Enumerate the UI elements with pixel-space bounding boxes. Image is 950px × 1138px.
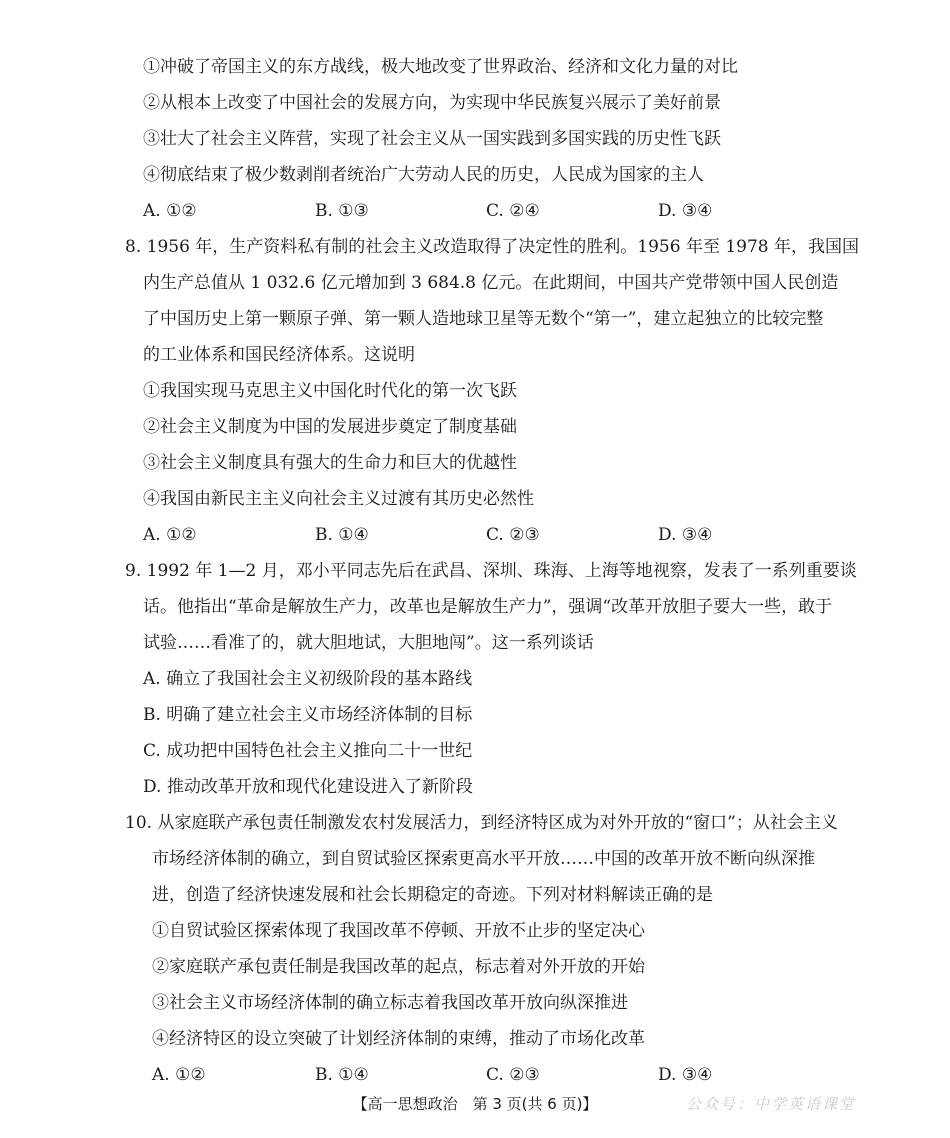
- q8-stem-2: 内生产总值从 1 032.6 亿元增加到 3 684.8 亿元。在此期间，中国共产党带领中国人民创造: [143, 273, 839, 293]
- page-footer: 【高一思想政治 第 3 页(共 6 页)】: [352, 1095, 598, 1113]
- q9-stem-1: 9. 1992 年 1—2 月，邓小平同志先后在武昌、深圳、珠海、上海等地视察，发表了一系列重要谈: [125, 561, 857, 581]
- q7-option-c: C. ②④: [486, 201, 540, 221]
- q9-choice-a: A. 确立了我国社会主义初级阶段的基本路线: [143, 669, 473, 689]
- q7-option-a: A. ①②: [143, 201, 197, 221]
- q9-choice-c: C. 成功把中国特色社会主义推向二十一世纪: [143, 741, 473, 761]
- q10-option-b: B. ①④: [315, 1065, 369, 1085]
- q8-option-d: D. ③④: [658, 525, 713, 545]
- q7-item-2: ②从根本上改变了中国社会的发展方向，为实现中华民族复兴展示了美好前景: [143, 93, 721, 113]
- q7-item-3: ③壮大了社会主义阵营，实现了社会主义从一国实践到多国实践的历史性飞跃: [143, 129, 721, 149]
- q9-choice-b: B. 明确了建立社会主义市场经济体制的目标: [143, 705, 473, 725]
- q10-stem-1: 10. 从家庭联产承包责任制激发农村发展活力，到经济特区成为对外开放的“窗口”；从社会主义: [125, 813, 838, 833]
- q8-option-a: A. ①②: [143, 525, 197, 545]
- q8-item-3: ③社会主义制度具有强大的生命力和巨大的优越性: [143, 453, 517, 473]
- q7-option-d: D. ③④: [658, 201, 713, 221]
- q9-stem-3: 试验……看准了的，就大胆地试，大胆地闯”。这一系列谈话: [143, 633, 594, 653]
- q10-item-3: ③社会主义市场经济体制的确立标志着我国改革开放向纵深推进: [152, 993, 628, 1013]
- q10-option-c: C. ②③: [486, 1065, 540, 1085]
- q8-stem-3: 了中国历史上第一颗原子弹、第一颗人造地球卫星等无数个“第一”，建立起独立的比较完整: [143, 309, 824, 329]
- q8-option-c: C. ②③: [486, 525, 540, 545]
- q8-option-b: B. ①④: [315, 525, 369, 545]
- q8-stem-4: 的工业体系和国民经济体系。这说明: [143, 345, 415, 365]
- watermark-text: 公众号：中学英语课堂: [686, 1095, 857, 1113]
- q7-option-b: B. ①③: [315, 201, 369, 221]
- q8-stem-1: 8. 1956 年，生产资料私有制的社会主义改造取得了决定性的胜利。1956 年至 1978 年，我国国: [125, 237, 860, 257]
- q10-item-2: ②家庭联产承包责任制是我国改革的起点，标志着对外开放的开始: [152, 957, 645, 977]
- q10-option-d: D. ③④: [658, 1065, 713, 1085]
- q8-item-1: ①我国实现马克思主义中国化时代化的第一次飞跃: [143, 381, 517, 401]
- q10-item-1: ①自贸试验区探索体现了我国改革不停顿、开放不止步的坚定决心: [152, 921, 645, 941]
- q10-stem-3: 进，创造了经济快速发展和社会长期稳定的奇迹。下列对材料解读正确的是: [152, 885, 713, 905]
- q7-item-1: ①冲破了帝国主义的东方战线，极大地改变了世界政治、经济和文化力量的对比: [143, 57, 738, 77]
- q10-stem-2: 市场经济体制的确立，到自贸试验区探索更高水平开放……中国的改革开放不断向纵深推: [152, 849, 815, 869]
- q9-choice-d: D. 推动改革开放和现代化建设进入了新阶段: [143, 777, 473, 797]
- q9-stem-2: 话。他指出“革命是解放生产力，改革也是解放生产力”，强调“改革开放胆子要大一些，敢于: [143, 597, 833, 617]
- q8-item-4: ④我国由新民主主义向社会主义过渡有其历史必然性: [143, 489, 534, 509]
- q10-item-4: ④经济特区的设立突破了计划经济体制的束缚，推动了市场化改革: [152, 1029, 645, 1049]
- q7-item-4: ④彻底结束了极少数剥削者统治广大劳动人民的历史，人民成为国家的主人: [143, 165, 704, 185]
- q8-item-2: ②社会主义制度为中国的发展进步奠定了制度基础: [143, 417, 517, 437]
- q10-option-a: A. ①②: [152, 1065, 206, 1085]
